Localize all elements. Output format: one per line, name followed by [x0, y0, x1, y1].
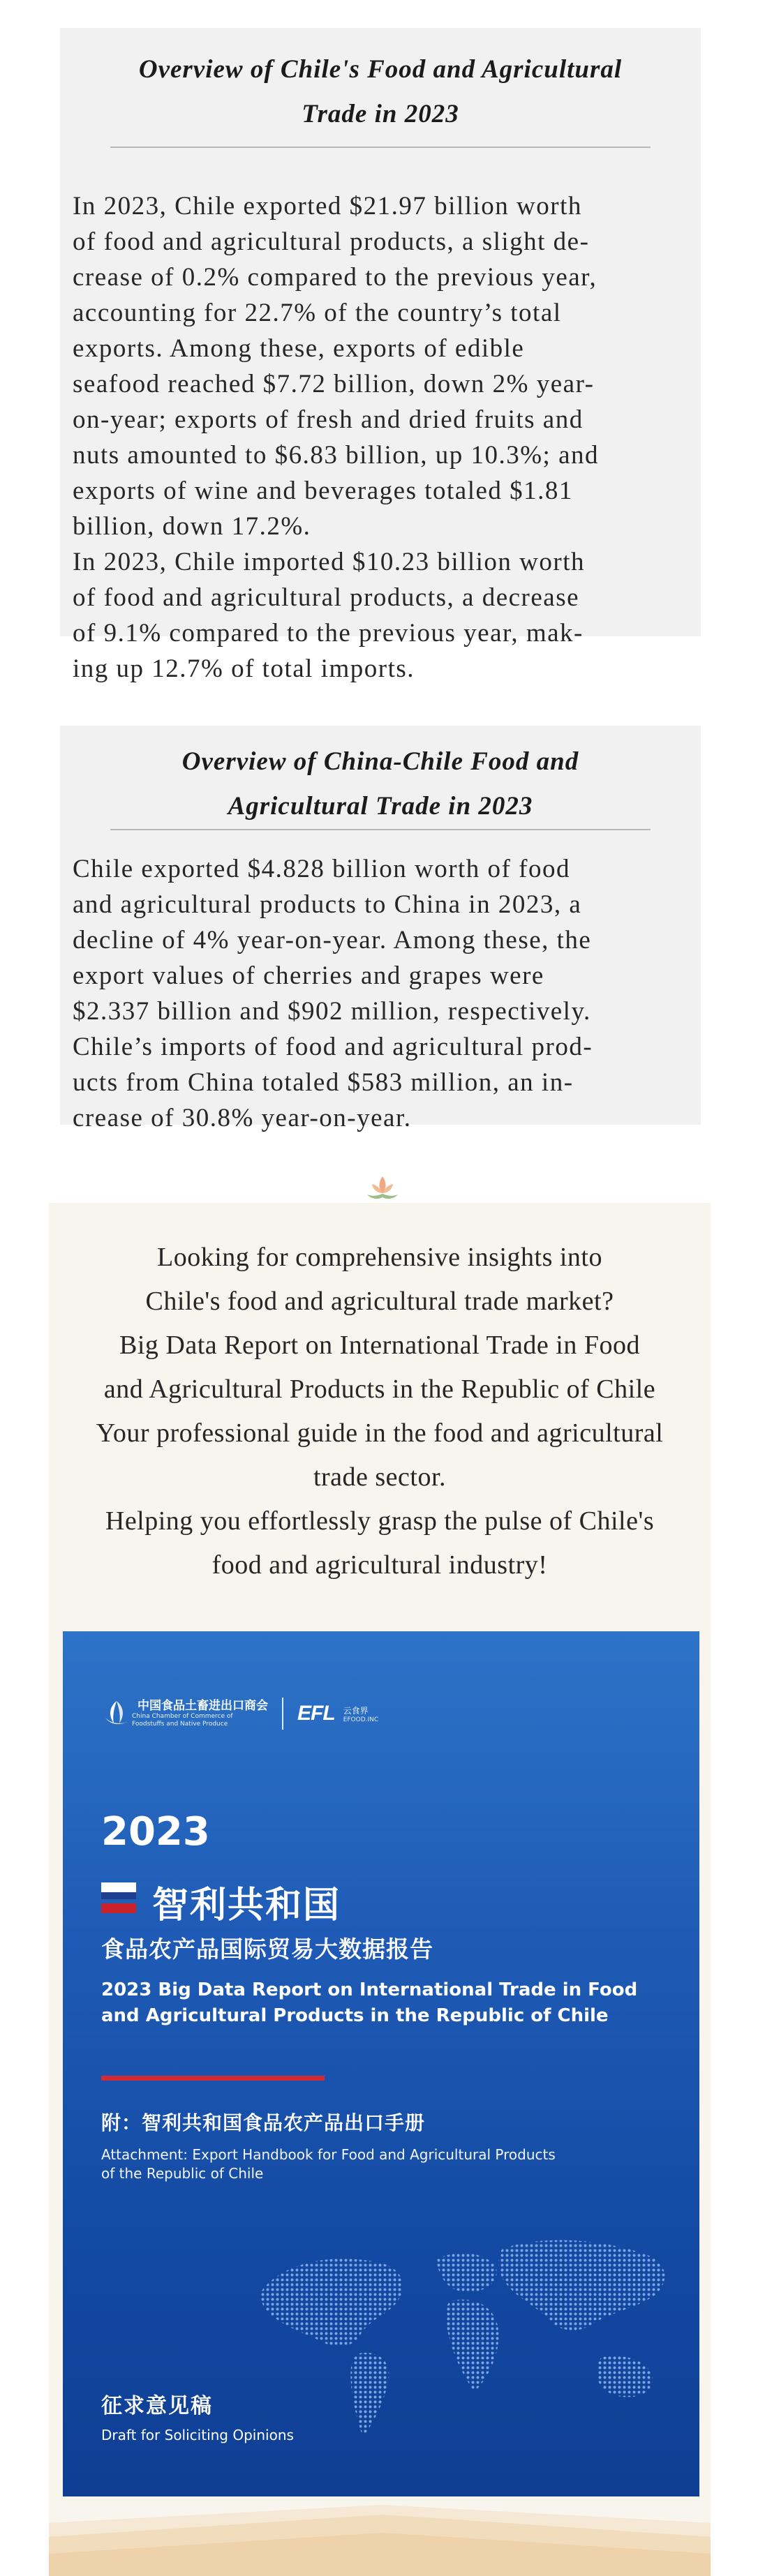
attachment-title-cn: 附：智利共和国食品农产品出口手册 [101, 2111, 426, 2134]
card-title: Overview of Chile's Food and Agricultural Trade in 2023 [138, 55, 623, 128]
logo-divider [282, 1698, 283, 1730]
chile-trade-overview-card [60, 28, 701, 683]
efl-name-cn: 云食界 [343, 1705, 369, 1716]
dotted-world-map-icon [241, 2214, 688, 2444]
accent-divider [101, 2076, 325, 2081]
promo-text: Looking for comprehensive insights into Chile's food and agricultural trade market? Big Data Report on International Trade in Food and Agricultural Products in the Republic of Chile Your professional guide in the food and agricultural trade sector. Helping you effortlessly grasp the pulse of Chile's food and agricultural industry! [96, 1243, 664, 1580]
country-name-cn: 智利共和国 [152, 1885, 341, 1926]
efl-logo: EFL [297, 1702, 335, 1725]
card-body: In 2023, Chile exported $21.97 billion worth of food and agricultural products, a slight de- crease of 0.2% compared to the previous year, accounting for 22.7% of the country’s total exports. Among these, exports of edible seafood reached $7.72 billion, down 2% year- on-year; exports of fresh and dried fruits and nuts amounted to $6.83 billion, up 10.3%; and exports of wine and beverages totaled $1.81 billion, down 17.2%. In 2023, Chile imported $10.23 billion worth of food and agricultural products, a decrease of 9.1% compared to the previous year, mak- ing up 12.7% of total imports. [73, 192, 600, 683]
publisher-logos [101, 1693, 378, 1735]
card-body: Chile exported $4.828 billion worth of food and agricultural products to China in 2023, a decline of 4% year-on-year. Among these, the export values of cherries and grapes were $2.337 billion and $902 million, respectively. Chile’s imports of food and agricultural prod- ucts from China totaled $583 million, an in- crease of 30.8% year-on-year. [73, 855, 593, 1132]
card-title: Overview of China-Chile Food and Agricultural Trade in 2023 [181, 747, 579, 821]
chamber-logo-icon [101, 1698, 132, 1729]
lotus-icon [364, 1172, 401, 1204]
draft-label-cn: 征求意见稿 [101, 2394, 213, 2418]
chile-flag-icon [101, 1882, 136, 1913]
draft-label-en: Draft for Soliciting Opinions [101, 2427, 294, 2443]
chamber-name-cn: 中国食品土畜进出口商会 [138, 1699, 268, 1713]
report-title-en: 2023 Big Data Report on International Trade in Food and Agricultural Products in the Republic of Chile [101, 1979, 638, 2026]
chamber-name-en: China Chamber of Commerce of Foodstuffs and Native Produce [132, 1713, 233, 1728]
efl-name-en: EFOOD.INC [343, 1716, 379, 1723]
report-year: 2023 [101, 1809, 210, 1855]
report-title-cn: 食品农产品国际贸易大数据报告 [101, 1935, 433, 1963]
attachment-title-en: Attachment: Export Handbook for Food and Agricultural Products of the Republic of Chile [101, 2146, 556, 2182]
bottom-decorative-band [0, 2505, 765, 2576]
report-cover-image [63, 1631, 699, 2496]
china-chile-trade-card [60, 726, 701, 1132]
